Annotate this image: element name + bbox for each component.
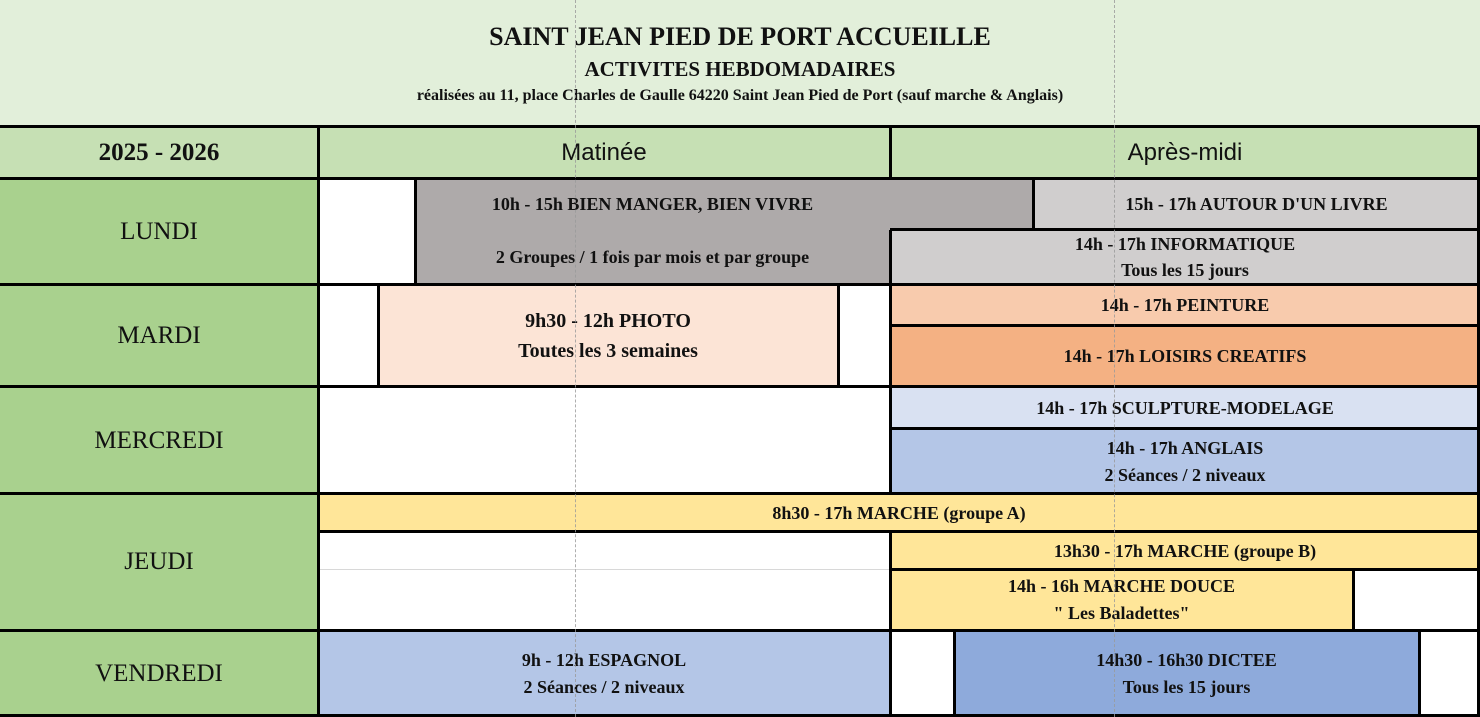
afternoon-header: Après-midi: [1127, 139, 1243, 166]
page-subtitle: ACTIVITES HEBDOMADAIRES: [584, 56, 896, 81]
border-line: [889, 387, 892, 494]
border-line: [890, 568, 1480, 571]
page-break-guide: [1114, 0, 1115, 717]
day-mardi: MARDI: [117, 321, 201, 349]
border-line: [318, 530, 1480, 533]
photo-title: 9h30 - 12h PHOTO: [525, 309, 691, 332]
espagnol-title: 9h - 12h ESPAGNOL: [521, 649, 687, 670]
border-line: [0, 177, 1480, 180]
informatique-frequency: Tous les 15 jours: [1121, 260, 1249, 280]
location-note: réalisées au 11, place Charles de Gaulle 64220 Saint Jean Pied de Port (sauf marche & Anglais): [416, 87, 1064, 104]
espagnol-detail: 2 Séances / 2 niveaux: [523, 676, 685, 697]
page-title: SAINT JEAN PIED DE PORT ACCUEILLE: [489, 22, 991, 51]
activity-photo: [378, 284, 838, 387]
grid-line: [318, 569, 890, 570]
activity-dictee: [954, 630, 1419, 717]
border-line: [889, 532, 892, 630]
border-line: [0, 283, 1480, 286]
border-line: [1418, 630, 1421, 717]
activity-marche-a: 8h30 - 17h MARCHE (groupe A): [318, 494, 1480, 532]
dictee-title: 14h30 - 16h30 DICTEE: [1096, 649, 1277, 670]
day-jeudi: JEUDI: [124, 548, 194, 575]
photo-frequency: Toutes les 3 semaines: [518, 339, 698, 362]
border-line: [889, 630, 892, 717]
activity-bien-manger-detail: 2 Groupes / 1 fois par mois et par groupe: [495, 246, 810, 267]
year-header: 2025 - 2026: [98, 139, 220, 166]
border-line: [1032, 179, 1035, 230]
border-line: [889, 284, 892, 387]
border-line: [414, 179, 417, 284]
morning-header: Matinée: [561, 139, 647, 166]
border-line: [890, 228, 1033, 231]
anglais-detail: 2 Séances / 2 niveaux: [1104, 464, 1266, 485]
day-mercredi: MERCREDI: [94, 426, 224, 454]
marche-douce-title: 14h - 16h MARCHE DOUCE: [1007, 576, 1235, 596]
activity-bien-manger: 10h - 15h BIEN MANGER, BIEN VIVRE: [491, 194, 814, 214]
day-vendredi: VENDREDI: [95, 659, 223, 687]
marche-douce-subtitle: " Les Baladettes": [1053, 603, 1190, 623]
border-line: [317, 126, 320, 717]
activity-peinture: 14h - 17h PEINTURE: [890, 284, 1480, 326]
activity-informatique: [890, 230, 1480, 284]
activity-espagnol: [318, 630, 890, 717]
dictee-frequency: Tous les 15 jours: [1122, 676, 1251, 697]
activity-sculpture: 14h - 17h SCULPTURE-MODELAGE: [890, 387, 1480, 429]
border-line: [837, 284, 840, 387]
border-line: [1352, 570, 1355, 630]
activity-anglais: [890, 429, 1480, 494]
border-line: [0, 385, 1480, 388]
border-line: [1033, 228, 1480, 231]
activity-marche-douce: [890, 570, 1353, 630]
border-line: [0, 629, 1480, 632]
border-line: [889, 230, 892, 284]
activity-loisirs-creatifs: 14h - 17h LOISIRS CREATIFS: [890, 326, 1480, 387]
anglais-title: 14h - 17h ANGLAIS: [1106, 437, 1264, 458]
border-line: [890, 427, 1480, 430]
activity-marche-b: 13h30 - 17h MARCHE (groupe B): [890, 532, 1480, 570]
border-line: [377, 284, 380, 387]
border-line: [0, 492, 1480, 495]
border-line: [889, 126, 892, 179]
border-line: [953, 630, 956, 717]
page-break-guide: [575, 0, 576, 717]
activity-autour-livre: 15h - 17h AUTOUR D'UN LIVRE: [1033, 179, 1480, 230]
border-line: [0, 125, 1480, 128]
day-lundi: LUNDI: [120, 217, 198, 245]
informatique-title: 14h - 17h INFORMATIQUE: [1074, 234, 1296, 254]
border-line: [890, 324, 1480, 327]
